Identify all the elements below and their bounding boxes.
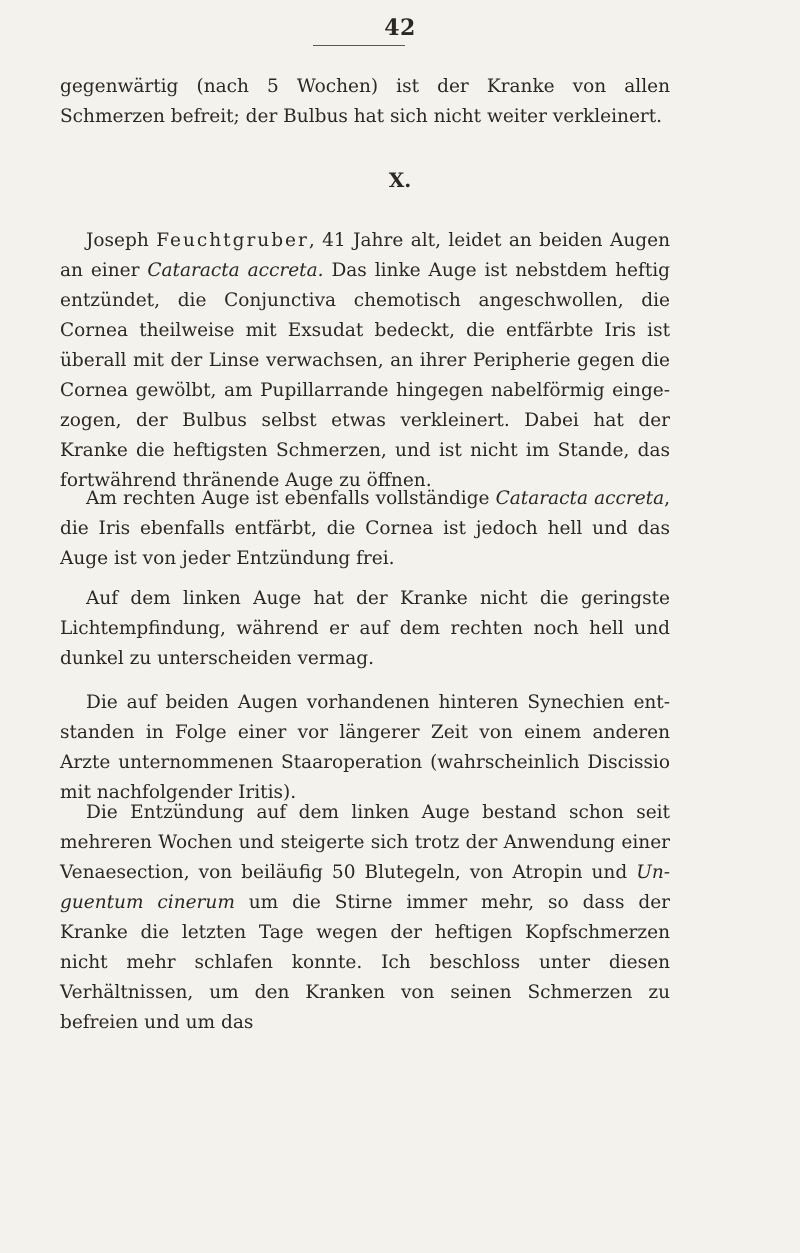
ointment-term: Un-guentum cinerum	[60, 862, 670, 913]
paragraph-4-text: Auf dem linken Auge hat der Kranke nicht die geringste Lichtempfindung, während er auf dem rechten noch hell und dunkel zu unterscheiden vermag.	[60, 588, 670, 669]
paragraph-2-pre: Joseph	[86, 230, 149, 251]
paragraph-2-post: Das linke Auge ist nebstdem heftig entzündet, die Conjunctiva chemotisch angeschwollen, die Cornea theilweise mit Exsudat bedeckt, die entfärbte Iris ist überall mit der Linse verwachsen, an ihrer Peripherie gegen die Cornea gewölbt, am Pupillarrande hingegen nabelförmig einge-zogen, der Bulbus selbst etwas verkleinert. Dabei hat der Kranke die heftigsten Schmerzen, und ist nicht im Stande, das fortwährend thränende Auge zu öffnen.	[60, 260, 671, 491]
paragraph-1-text: gegenwärtig (nach 5 Wochen) ist der Kranke von allen Schmerzen befreit; der Bulbus hat sich nicht weiter verkleinert.	[60, 76, 670, 127]
paragraph-3-post: , die Iris ebenfalls entfärbt, die Cornea ist jedoch hell und das Auge ist von jeder Entzündung frei.	[60, 488, 670, 569]
paragraph-5	[60, 688, 670, 808]
paragraph-2	[60, 226, 670, 496]
paragraph-6-pre: Die Entzündung auf dem linken Auge bestand schon seit mehreren Wochen und steigerte sich trotz der Anwendung einer Venaesection, von beiläufig 50 Blutegeln, von Atropin und	[60, 802, 670, 883]
diagnosis-term-right: Cataracta accreta	[495, 488, 665, 509]
paragraph-3-pre: Am rechten Auge ist ebenfalls vollständige	[86, 488, 490, 509]
paragraph-6	[60, 798, 670, 1038]
paragraph-5-text: Die auf beiden Augen vorhandenen hinteren Synechien ent-standen in Folge einer vor längerer Zeit von einem anderen Arzte unternommenen Staaroperation (wahrscheinlich Discissio mit nachfolgender Iritis).	[60, 692, 670, 803]
paragraph-6-post: um die Stirne immer mehr, so dass der Kranke die letzten Tage wegen der heftigen Kopfschmerzen nicht mehr schlafen konnte. Ich beschloss unter diesen Verhältnissen, um den Kranken von seinen Schmerzen zu befreien und um das	[60, 892, 670, 1033]
diagnosis-term: Cataracta accreta.	[147, 260, 324, 281]
case-number-heading: X.	[388, 168, 412, 192]
patient-name: Feuchtgruber	[156, 230, 309, 251]
paragraph-4	[60, 584, 670, 674]
paragraph-continuation	[60, 72, 670, 132]
page-number: 42	[384, 15, 416, 41]
paragraph-3	[60, 484, 670, 574]
paragraph-2-mid: , 41 Jahre alt, leidet an beiden Augen an einer	[60, 230, 671, 281]
header-rule	[313, 45, 405, 46]
